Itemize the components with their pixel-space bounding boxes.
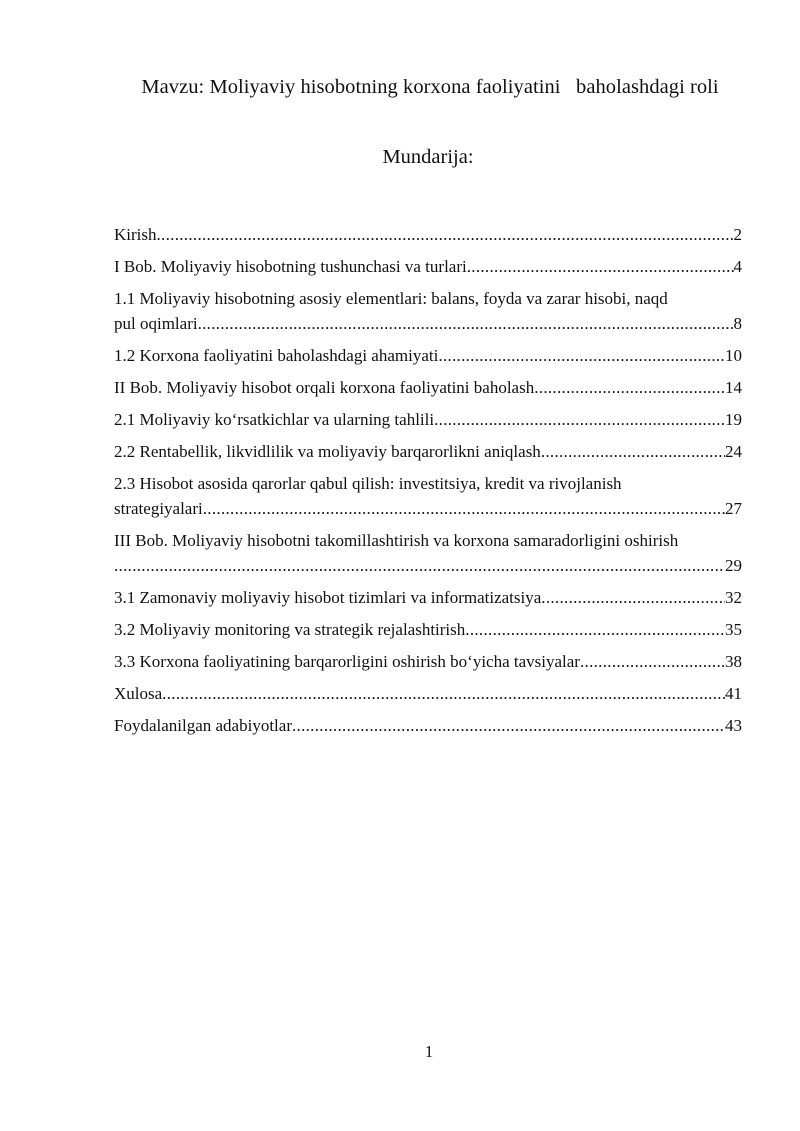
toc-entry-xulosa[interactable] [114, 681, 742, 706]
toc-leader-dots [292, 713, 725, 738]
toc-entry-section-3-3[interactable] [114, 649, 742, 674]
toc-entry-adabiyotlar[interactable] [114, 713, 742, 738]
toc-leader-dots [541, 585, 725, 610]
toc-entry-kirish[interactable] [114, 222, 742, 247]
toc-entry-section-1-1[interactable] [114, 286, 742, 336]
toc-leader-dots [114, 553, 725, 578]
toc-entry-text: Foydalanilgan adabiyotlar [114, 716, 292, 735]
toc-entry-text: 2.1 Moliyaviy ko‘rsatkichlar va ularning tahlili [114, 410, 435, 429]
toc-heading: Mundarija: [382, 146, 474, 168]
toc-entry-text: II Bob. Moliyaviy hisobot orqali korxona faoliyatini baholash [114, 378, 535, 397]
toc-entry-text: 3.1 Zamonaviy moliyaviy hisobot tizimlari va informatizatsiya [114, 588, 542, 607]
toc-entry-section-1-2[interactable] [114, 343, 742, 368]
toc-page-number: 24 [725, 442, 742, 461]
toc-leader-dots [580, 649, 725, 674]
toc-page-number: 19 [725, 410, 742, 429]
toc-page-number: 27 [725, 499, 742, 518]
toc-page-number: 43 [725, 716, 742, 735]
toc-leader-dots [534, 375, 725, 400]
toc-entry-text: I Bob. Moliyaviy hisobotning tushunchasi va turlari [114, 257, 467, 276]
table-of-contents [114, 222, 742, 745]
toc-entry-text-line1: III Bob. Moliyaviy hisobotni takomillashtirish va korxona samaradorligini oshirish [114, 531, 679, 550]
toc-entry-text: Xulosa [114, 684, 163, 703]
toc-entry-text-line1: 2.3 Hisobot asosida qarorlar qabul qilish: investitsiya, kredit va rivojlanish [114, 474, 622, 493]
toc-leader-dots [467, 254, 734, 279]
toc-entry-chapter-1[interactable] [114, 254, 742, 279]
toc-entry-section-3-2[interactable] [114, 617, 742, 642]
toc-page-number: 38 [725, 652, 742, 671]
toc-leader-dots [438, 343, 725, 368]
toc-entry-section-2-2[interactable] [114, 439, 742, 464]
toc-entry-chapter-2[interactable] [114, 375, 742, 400]
toc-page-number: 4 [733, 257, 742, 276]
document-title: Mavzu: Moliyaviy hisobotning korxona faoliyatini baholashdagi roli [141, 76, 719, 98]
toc-leader-dots [541, 439, 725, 464]
toc-entry-text: strategiyalari [114, 499, 203, 518]
toc-leader-dots [157, 222, 734, 247]
toc-entry-text: 1.2 Korxona faoliyatini baholashdagi ahamiyati [114, 346, 439, 365]
toc-page-number: 35 [725, 620, 742, 639]
toc-entry-text: 3.3 Korxona faoliyatining barqarorligini oshirish bo‘yicha tavsiyalar [114, 652, 580, 671]
toc-page-number: 10 [725, 346, 742, 365]
toc-entry-text: 2.2 Rentabellik, likvidlilik va moliyaviy barqarorlikni aniqlash [114, 442, 541, 461]
toc-page-number: 32 [725, 588, 742, 607]
toc-page-number: 14 [725, 378, 742, 397]
toc-page-number: 8 [733, 314, 742, 333]
toc-page-number: 41 [725, 684, 742, 703]
toc-entry-text-line1: 1.1 Moliyaviy hisobotning asosiy elementlari: balans, foyda va zarar hisobi, naqd [114, 289, 668, 308]
toc-leader-dots [434, 407, 725, 432]
toc-leader-dots [162, 681, 725, 706]
toc-entry-section-2-1[interactable] [114, 407, 742, 432]
toc-entry-section-3-1[interactable] [114, 585, 742, 610]
toc-leader-dots [465, 617, 725, 642]
toc-page-number: 29 [725, 556, 742, 575]
toc-entry-section-2-3[interactable] [114, 471, 742, 521]
page-number: 1 [424, 1042, 434, 1061]
toc-leader-dots [198, 311, 734, 336]
toc-entry-text: pul oqimlari [114, 314, 198, 333]
toc-page-number: 2 [733, 225, 742, 244]
toc-entry-text: Kirish [114, 225, 157, 244]
toc-entry-chapter-3[interactable] [114, 528, 742, 578]
toc-entry-text: 3.2 Moliyaviy monitoring va strategik rejalashtirish [114, 620, 466, 639]
toc-leader-dots [203, 496, 725, 521]
